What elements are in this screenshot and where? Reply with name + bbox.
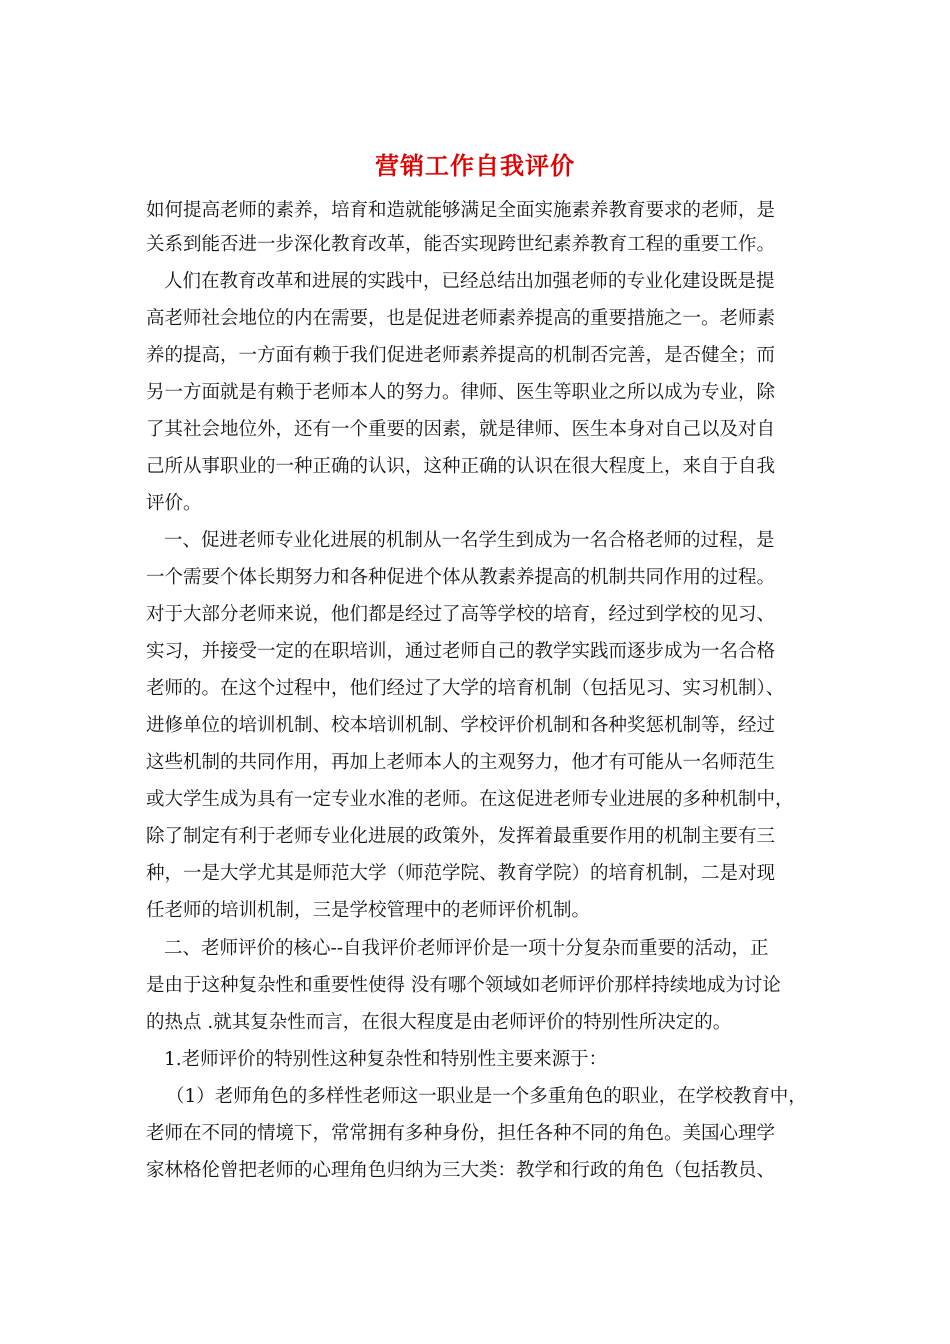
body-line: 这些机制的共同作用，再加上老师本人的主观努力，他才有可能从一名师范生	[146, 752, 776, 773]
body-line: 高老师社会地位的内在需要，也是促进老师素养提高的重要措施之一。老师素	[146, 308, 776, 329]
body-line: 一个需要个体长期努力和各种促进个体从教素养提高的机制共同作用的过程。	[146, 567, 776, 588]
body-line: 评价。	[146, 493, 202, 514]
body-line: 二、老师评价的核心--自我评价老师评价是一项十分复杂而重要的活动，正	[164, 938, 769, 959]
body-line: 进修单位的培训机制、校本培训机制、学校评价机制和各种奖惩机制等，经过	[146, 715, 776, 736]
body-line: 对于大部分老师来说，他们都是经过了高等学校的培育，经过到学校的见习、	[146, 604, 776, 625]
body-line: 人们在教育改革和进展的实践中，已经总结出加强老师的专业化建设既是提	[164, 271, 775, 292]
body-line: （1）老师角色的多样性老师这一职业是一个多重角色的职业，在学校教育中，	[166, 1086, 807, 1107]
body-line: 了其社会地位外，还有一个重要的因素，就是律师、医生本身对自己以及对自	[146, 419, 776, 440]
body-line: 如何提高老师的素养，培育和造就能够满足全面实施素养教育要求的老师，是	[146, 200, 776, 221]
body-line: 实习，并接受一定的在职培训，通过老师自己的教学实践而逐步成为一名合格	[146, 641, 776, 662]
body-line: 种，一是大学尤其是师范大学（师范学院、教育学院）的培育机制，二是对现	[146, 863, 776, 884]
body-line: 或大学生成为具有一定专业水准的老师。在这促进老师专业进展的多种机制中，	[146, 789, 794, 810]
body-line: 老师的。在这个过程中，他们经过了大学的培育机制（包括见习、实习机制）、	[146, 678, 785, 699]
body-line: 老师在不同的情境下，常常拥有多种身份，担任各种不同的角色。美国心理学	[146, 1123, 776, 1144]
body-line: 养的提高，一方面有赖于我们促进老师素养提高的机制否完善，是否健全；而	[146, 345, 776, 366]
body-line: 另一方面就是有赖于老师本人的努力。律师、医生等职业之所以成为专业，除	[146, 382, 776, 403]
body-line: 己所从事职业的一种正确的认识，这种正确的认识在很大程度上，来自于自我	[146, 456, 776, 477]
body-line: 除了制定有利于老师专业化进展的政策外，发挥着最重要作用的机制主要有三	[146, 826, 776, 847]
body-line: 的热点 .就其复杂性而言，在很大程度是由老师评价的特别性所决定的。	[146, 1012, 732, 1033]
body-line: 一、促进老师专业化进展的机制从一名学生到成为一名合格老师的过程，是	[164, 530, 775, 551]
document-title: 营销工作自我评价	[375, 152, 575, 180]
body-line: 1.老师评价的特别性这种复杂性和特别性主要来源于：	[164, 1049, 608, 1070]
body-line: 是由于这种复杂性和重要性使得 没有哪个领域如老师评价那样持续地成为讨论	[146, 975, 781, 996]
body-line: 关系到能否进一步深化教育改革，能否实现跨世纪素养教育工程的重要工作。	[146, 234, 776, 255]
body-line: 家林格伦曾把老师的心理角色归纳为三大类：教学和行政的角色（包括教员、	[146, 1160, 776, 1181]
body-line: 任老师的培训机制，三是学校管理中的老师评价机制。	[146, 900, 591, 921]
